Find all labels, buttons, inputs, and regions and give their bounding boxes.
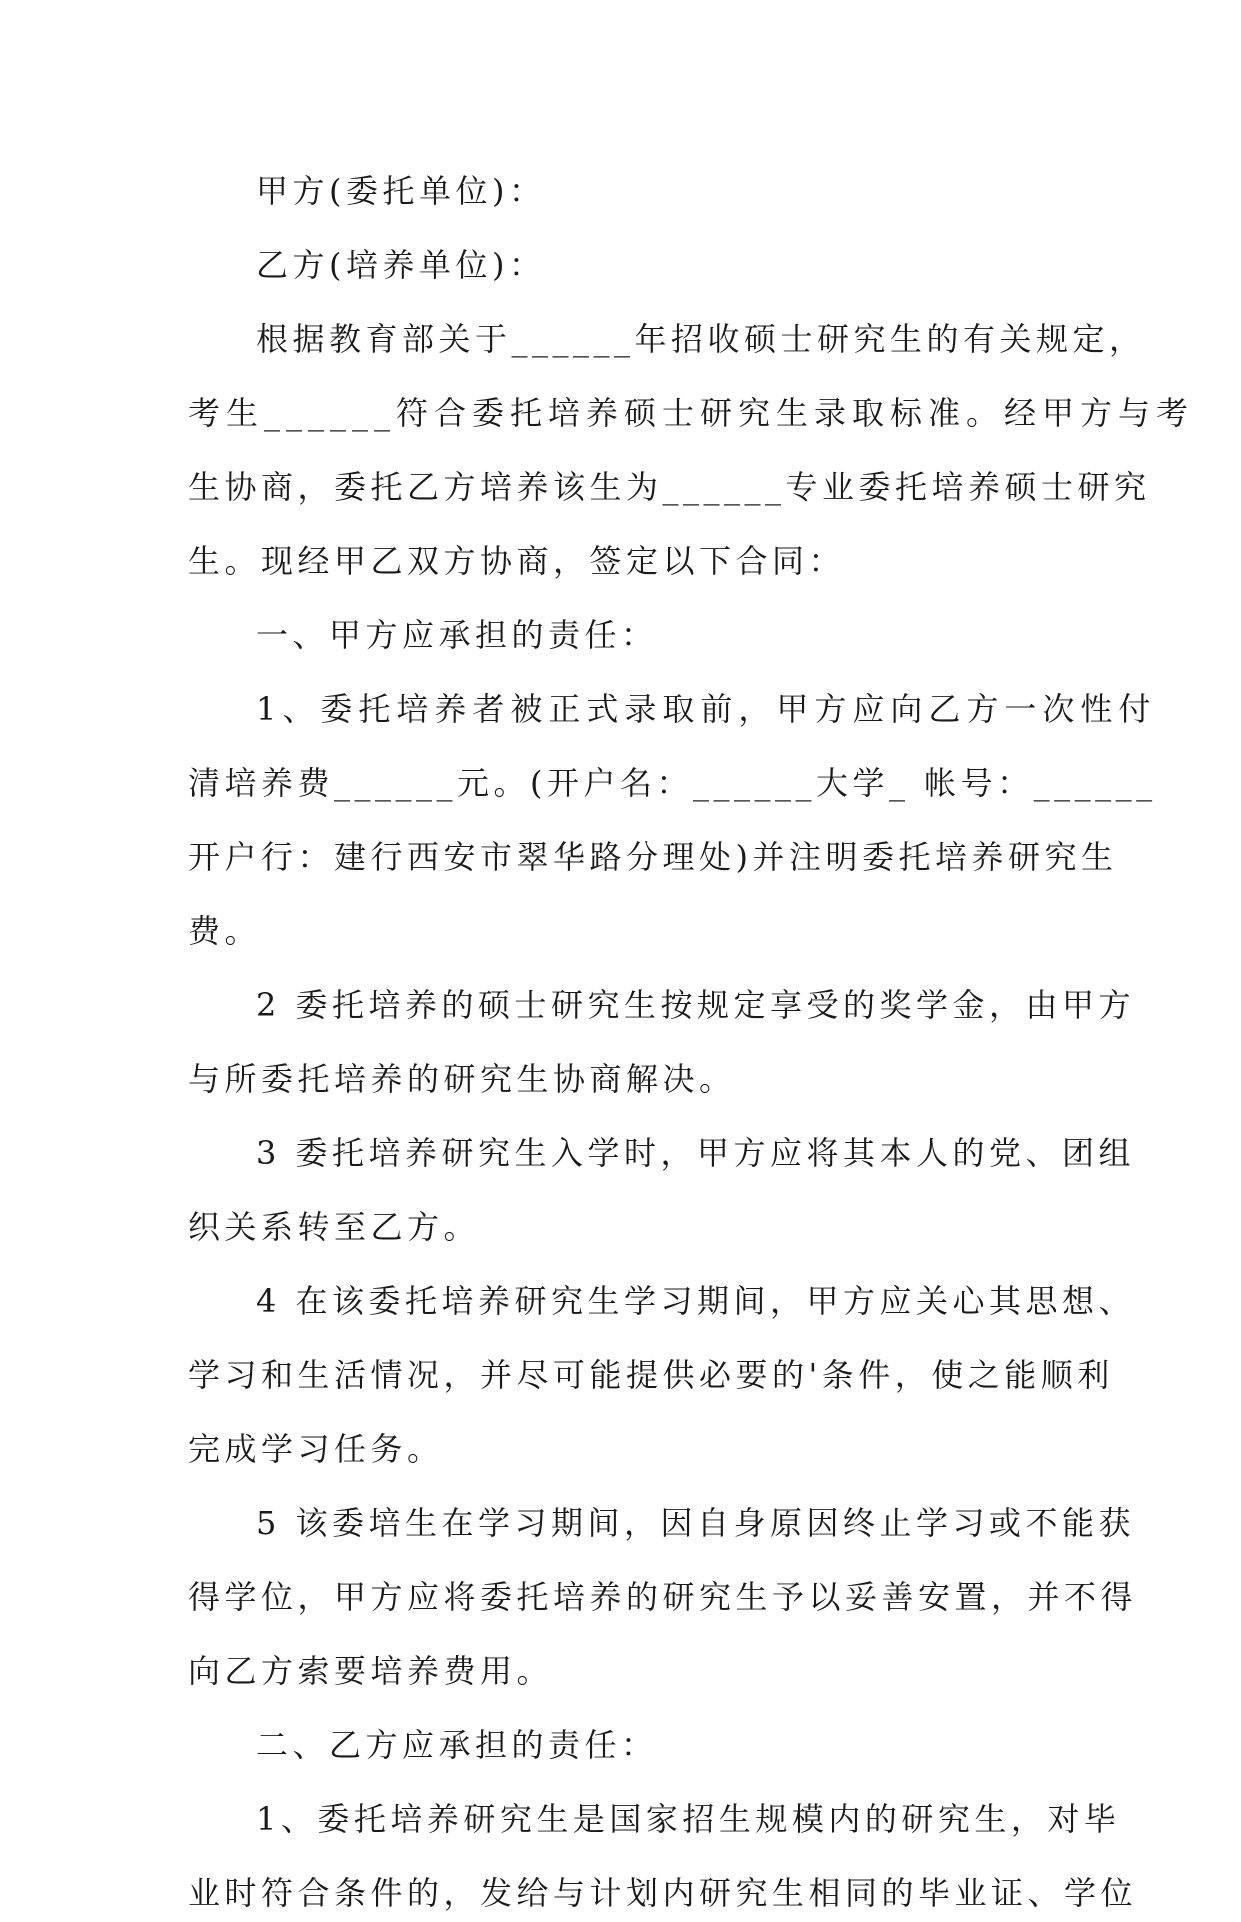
clause-b1-line-2: 业时符合条件的，发给与计划内研究生相同的毕业证、学位 (188, 1874, 1138, 1912)
clause-a4-line-2: 学习和生活情况，并尽可能提供必要的'条件，使之能顺利 (188, 1356, 1114, 1394)
clause-a1-line-4: 费。 (188, 912, 262, 950)
clause-a1-line-1: 1、委托培养者被正式录取前，甲方应向乙方一次性付 (256, 690, 1157, 728)
clause-a3-line-2: 织关系转至乙方。 (188, 1208, 481, 1246)
contract-text (188, 162, 1195, 1922)
section-heading-party-a: 一、甲方应承担的责任： (256, 616, 658, 654)
party-b-line: 乙方(培养单位)： (256, 246, 546, 284)
clause-a5-line-1: 5 该委培生在学习期间，因自身原因终止学习或不能获 (256, 1504, 1136, 1542)
intro-paragraph-line-3: 生协商，委托乙方培养该生为______专业委托培养硕士研究 (188, 468, 1151, 506)
party-a-line: 甲方(委托单位)： (256, 172, 546, 210)
clause-a1-line-2: 清培养费______元。(开户名：______大学_ 帐号：______ (188, 764, 1157, 802)
clause-b1-line-1: 1、委托培养研究生是国家招生规模内的研究生，对毕 (256, 1800, 1121, 1838)
intro-paragraph-line-4: 生。现经甲乙双方协商，签定以下合同： (188, 542, 846, 580)
intro-paragraph-line-1: 根据教育部关于______年招收硕士研究生的有关规定， (256, 320, 1146, 358)
clause-a2-line-2: 与所委托培养的研究生协商解决。 (188, 1060, 736, 1098)
clause-a1-line-3: 开户行：建行西安市翠华路分理处)并注明委托培养研究生 (188, 838, 1118, 876)
section-heading-party-b: 二、乙方应承担的责任： (256, 1726, 658, 1764)
clause-a4-line-1: 4 在该委托培养研究生学习期间，甲方应关心其思想、 (256, 1282, 1136, 1320)
clause-a3-line-1: 3 委托培养研究生入学时，甲方应将其本人的党、团组 (256, 1134, 1136, 1172)
clause-a5-line-2: 得学位，甲方应将委托培养的研究生予以妥善安置，并不得 (188, 1578, 1138, 1616)
clause-a5-line-3: 向乙方索要培养费用。 (188, 1652, 554, 1690)
intro-paragraph-line-2: 考生______符合委托培养硕士研究生录取标准。经甲方与考 (188, 394, 1195, 432)
clause-a2-line-1: 2 委托培养的硕士研究生按规定享受的奖学金，由甲方 (256, 986, 1136, 1024)
clause-a4-line-3: 完成学习任务。 (188, 1430, 444, 1468)
